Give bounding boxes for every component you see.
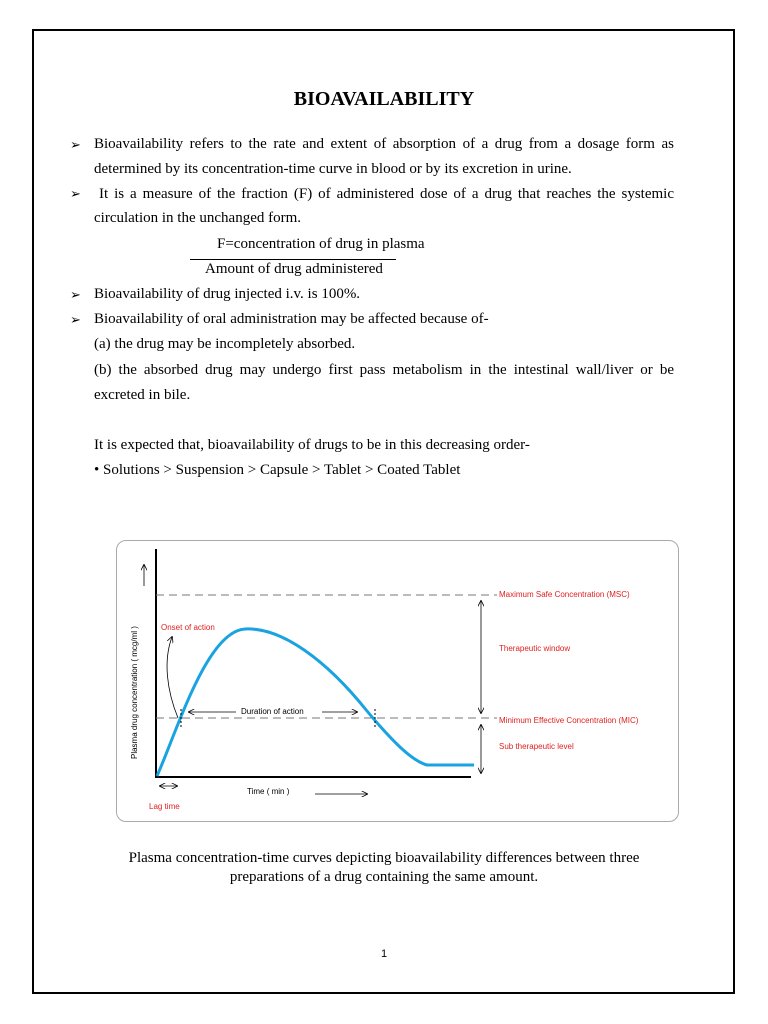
y-axis-label: Plasma drug concentration ( mcg/ml ) xyxy=(130,626,139,759)
formula-fraction-bar xyxy=(190,259,396,260)
bullet-2-line-2: circulation in the unchanged form. xyxy=(94,210,302,226)
bullet-arrow-icon: ➢ xyxy=(70,186,81,201)
lag-time-label: Lag time xyxy=(149,802,180,811)
order-sequence: • Solutions > Suspension > Capsule > Tablet > Coated Tablet xyxy=(94,462,461,478)
x-axis-label: Time ( min ) xyxy=(247,787,290,796)
bullet-3: Bioavailability of drug injected i.v. is 100%. xyxy=(94,286,361,302)
bullet-1-line-1: Bioavailability refers to the rate and extent of absorption of a drug from a dosage form as xyxy=(94,136,674,152)
bullet-4: Bioavailability of oral administration may be affected because of- xyxy=(94,311,489,327)
onset-arrow-icon xyxy=(167,637,178,718)
bullet-4-item-b-line-2: excreted in bile. xyxy=(94,387,191,403)
bullet-2-line-1: It is a measure of the fraction (F) of administered dose of a drug that reaches the systemic xyxy=(99,186,674,202)
formula-denominator: Amount of drug administered xyxy=(205,261,383,277)
bullet-arrow-icon: ➢ xyxy=(70,312,81,327)
duration-label: Duration of action xyxy=(241,707,304,716)
bullet-4-item-b-line-1: (b) the absorbed drug may undergo first pass metabolism in the intestinal wall/liver or be xyxy=(94,362,674,378)
page-number: 1 xyxy=(380,948,388,960)
order-intro: It is expected that, bioavailability of drugs to be in this decreasing order- xyxy=(94,437,530,453)
bullet-arrow-icon: ➢ xyxy=(70,287,81,302)
onset-label: Onset of action xyxy=(161,623,215,632)
bullet-4-item-a: (a) the drug may be incompletely absorbed. xyxy=(94,336,356,352)
bioavailability-chart xyxy=(117,541,678,821)
chart-frame xyxy=(116,540,679,822)
bullet-arrow-icon: ➢ xyxy=(70,137,81,152)
caption-line-2: preparations of a drug containing the same amount. xyxy=(229,869,539,885)
mec-label: Minimum Effective Concentration (MIC) xyxy=(499,716,639,725)
therapeutic-window-label: Therapeutic window xyxy=(499,644,571,653)
msc-label: Maximum Safe Concentration (MSC) xyxy=(499,590,630,599)
formula-numerator: F=concentration of drug in plasma xyxy=(217,236,425,252)
sub-therapeutic-label: Sub therapeutic level xyxy=(499,742,574,751)
concentration-curve xyxy=(157,629,474,776)
bullet-1-line-2: determined by its concentration-time curve in blood or by its excretion in urine. xyxy=(94,161,572,177)
caption-line-1: Plasma concentration-time curves depicting bioavailability differences between three xyxy=(128,850,640,866)
page-title: BIOAVAILABILITY xyxy=(293,88,475,110)
